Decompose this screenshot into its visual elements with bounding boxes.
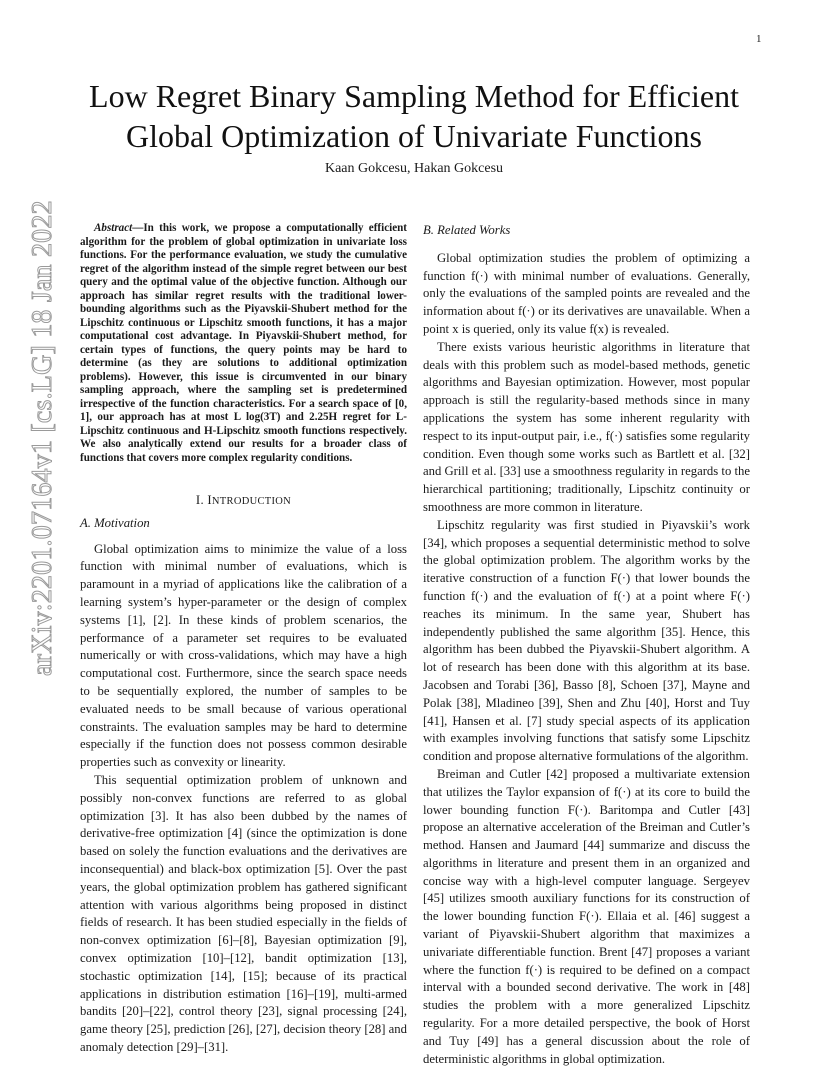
paragraph: Lipschitz regularity was first studied in Piyavskii’s work [34], which proposes a sequential deterministic method to solve the global optimization problem. The algorithm works by the iterative construction of a function F(·) that lower bounds the function f(·) and the evaluation of f(·) at a point where F(·) reaches its minimum. In the same year, Shubert has independently published the same algorithm [35]. Hence, this algorithm has been dubbed the Piyavskii-Shubert algorithm. A lot of research has been done with this algorithm at its base. Jacobsen and Torabi [36], Basso [8], Schoen [37], Mayne and Polak [38], Mladineo [39], Shen and Zhu [40], Horst and Tuy [41], Hansen et al. [7] study special aspects of its application with examples involving functions that satisfy some Lipschitz condition and propose alternative formulations of the algorithm.: [423, 517, 750, 764]
subsection-heading-motivation: A. Motivation: [80, 515, 150, 530]
author-list: Kaan Gokcesu, Hakan Gokcesu: [324, 161, 504, 176]
page-number: 1: [756, 33, 762, 45]
paragraph: Breiman and Cutler [42] proposed a multivariate extension that utilizes the Taylor expansion of f(·) at its core to build the lower bounding function F(·). Baritompa and Cutler [43] propose an alternative acceleration of the Breiman and Cutler’s method. Hansen and Jaumard [44] summarize and discuss the algorithms in literature and present them in an organized and concise way with a high-level computer language. Sergeyev [45] utilizes smooth auxiliary functions for its construction of the lower bounding function F(·). Ellaia et al. [46] suggest a variant of Piyavskii-Shubert algorithm that maximizes a univariate differentiable function. Brent [47] proposes a variant where the function f(·) is required to be defined on a compact interval with a bounded second derivative. The work in [48] studies the problem with a more generalized Lipschitz regularity. For a more detailed perspective, the book of Horst and Tuy [49] has a general discussion about the role of deterministic algorithms in global optimization.: [423, 766, 750, 1066]
abstract: [80, 222, 407, 465]
paragraph: There exists various heuristic algorithms in literature that deals with this problem such as model-based methods, genetic algorithms and Bayesian optimization. However, most popular approach is still the regularity-based methods since in many applications the system has some inherent regularity with respect to its input-output pair, i.e., f(·) satisfies some regularity condition. Even though some works such as Bartlett et al. [32] and Grill et al. [33] use a smoothness regularity in regards to the hierarchical partitioning; traditionally, Lipschitz continuity or smoothness are more common in literature.: [423, 339, 750, 514]
paragraph: This sequential optimization problem of unknown and possibly non-convex functions are referred to as global optimization [3]. It has also been dubbed by the names of derivative-free optimization [4] (since the optimization is done based on solely the function evaluations and the derivatives are inconsequential) and black-box optimization [5]. Over the past years, the global optimization problem has gathered significant attention with various algorithms being proposed in distinct fields of research. It has been studied especially in the fields of non-convex optimization [6]–[8], Bayesian optimization [9], convex optimization [10]–[12], bandit optimization [13], stochastic optimization [14], [15]; because of its practical applications in distribution estimation [16]–[19], multi-armed bandits [20]–[22], control theory [23], signal processing [24], game theory [25], prediction [26], [27], decision theory [28] and anomaly detection [29]–[31].: [80, 772, 407, 1054]
abstract-text: —In this work, we propose a computationally efficient algorithm for the problem of global optimization in univariate loss functions. For the performance evaluation, we study the cumulative regret of the algorithm instead of the simple regret between our best query and the optimal value of the objective function. Although our approach has similar regret results with the traditional lower-bounding algorithms such as the Piyavskii-Shubert method for the Lipschitz continuous or Lipschitz smooth functions, it has a major computational cost advantage. In Piyavskii-Shubert method, for certain types of functions, the query points may be hard to determine (as they are solutions to additional optimization problems). However, this issue is circumvented in our binary sampling approach, where the sampling set is predetermined irrespective of the function characteristics. For a search space of [0, 1], our approach has at most L log(3T) and 2.25H regret for L-Lipschitz continuous and H-Lipschitz smooth functions respectively. We also analytically extend our results for a broader class of functions that covers more complex regularity conditions.: [80, 222, 407, 464]
left-column: [80, 222, 407, 1057]
paper-title: [40, 76, 788, 156]
paragraph: Global optimization aims to minimize the value of a loss function with minimal number of evaluations, which is paramount in a myriad of applications like the calibration of a learning system’s hyper-parameter or the design of complex systems [1], [2]. In these kinds of problem scenarios, the performance of a parameter set requires to be evaluated numerically or with cross-validations, which may have a high computational cost. Furthermore, since the search space needs to be sequentially explored, the number of samples to be evaluated needs to be small because of various operational constraints. The evaluation samples may be hard to determine especially if the function does not possess common desirable properties such as convexity or linearity.: [80, 541, 407, 770]
title-line-1: Low Regret Binary Sampling Method for Efficient: [89, 78, 739, 114]
section-small-caps: NTRODUCTION: [211, 496, 292, 507]
section-heading-introduction: [80, 492, 407, 511]
abstract-label: Abstract: [94, 222, 133, 234]
section-first-letter: I: [207, 493, 212, 507]
subsection-heading-related-works: B. Related Works: [423, 223, 511, 237]
right-column: [423, 222, 750, 1068]
title-line-2: Global Optimization of Univariate Functions: [126, 118, 702, 154]
paragraph: Global optimization studies the problem of optimizing a function f(·) with minimal number of evaluations. Generally, only the evaluations of the sampled points are revealed and the information about f(·) or its derivatives are unavailable. When a point x is queried, only its value f(x) is revealed.: [423, 250, 750, 336]
section-numeral: I.: [195, 493, 208, 507]
arxiv-identifier-stamp: arXiv:2201.07164v1 [cs.LG] 18 Jan 2022: [27, 200, 58, 676]
